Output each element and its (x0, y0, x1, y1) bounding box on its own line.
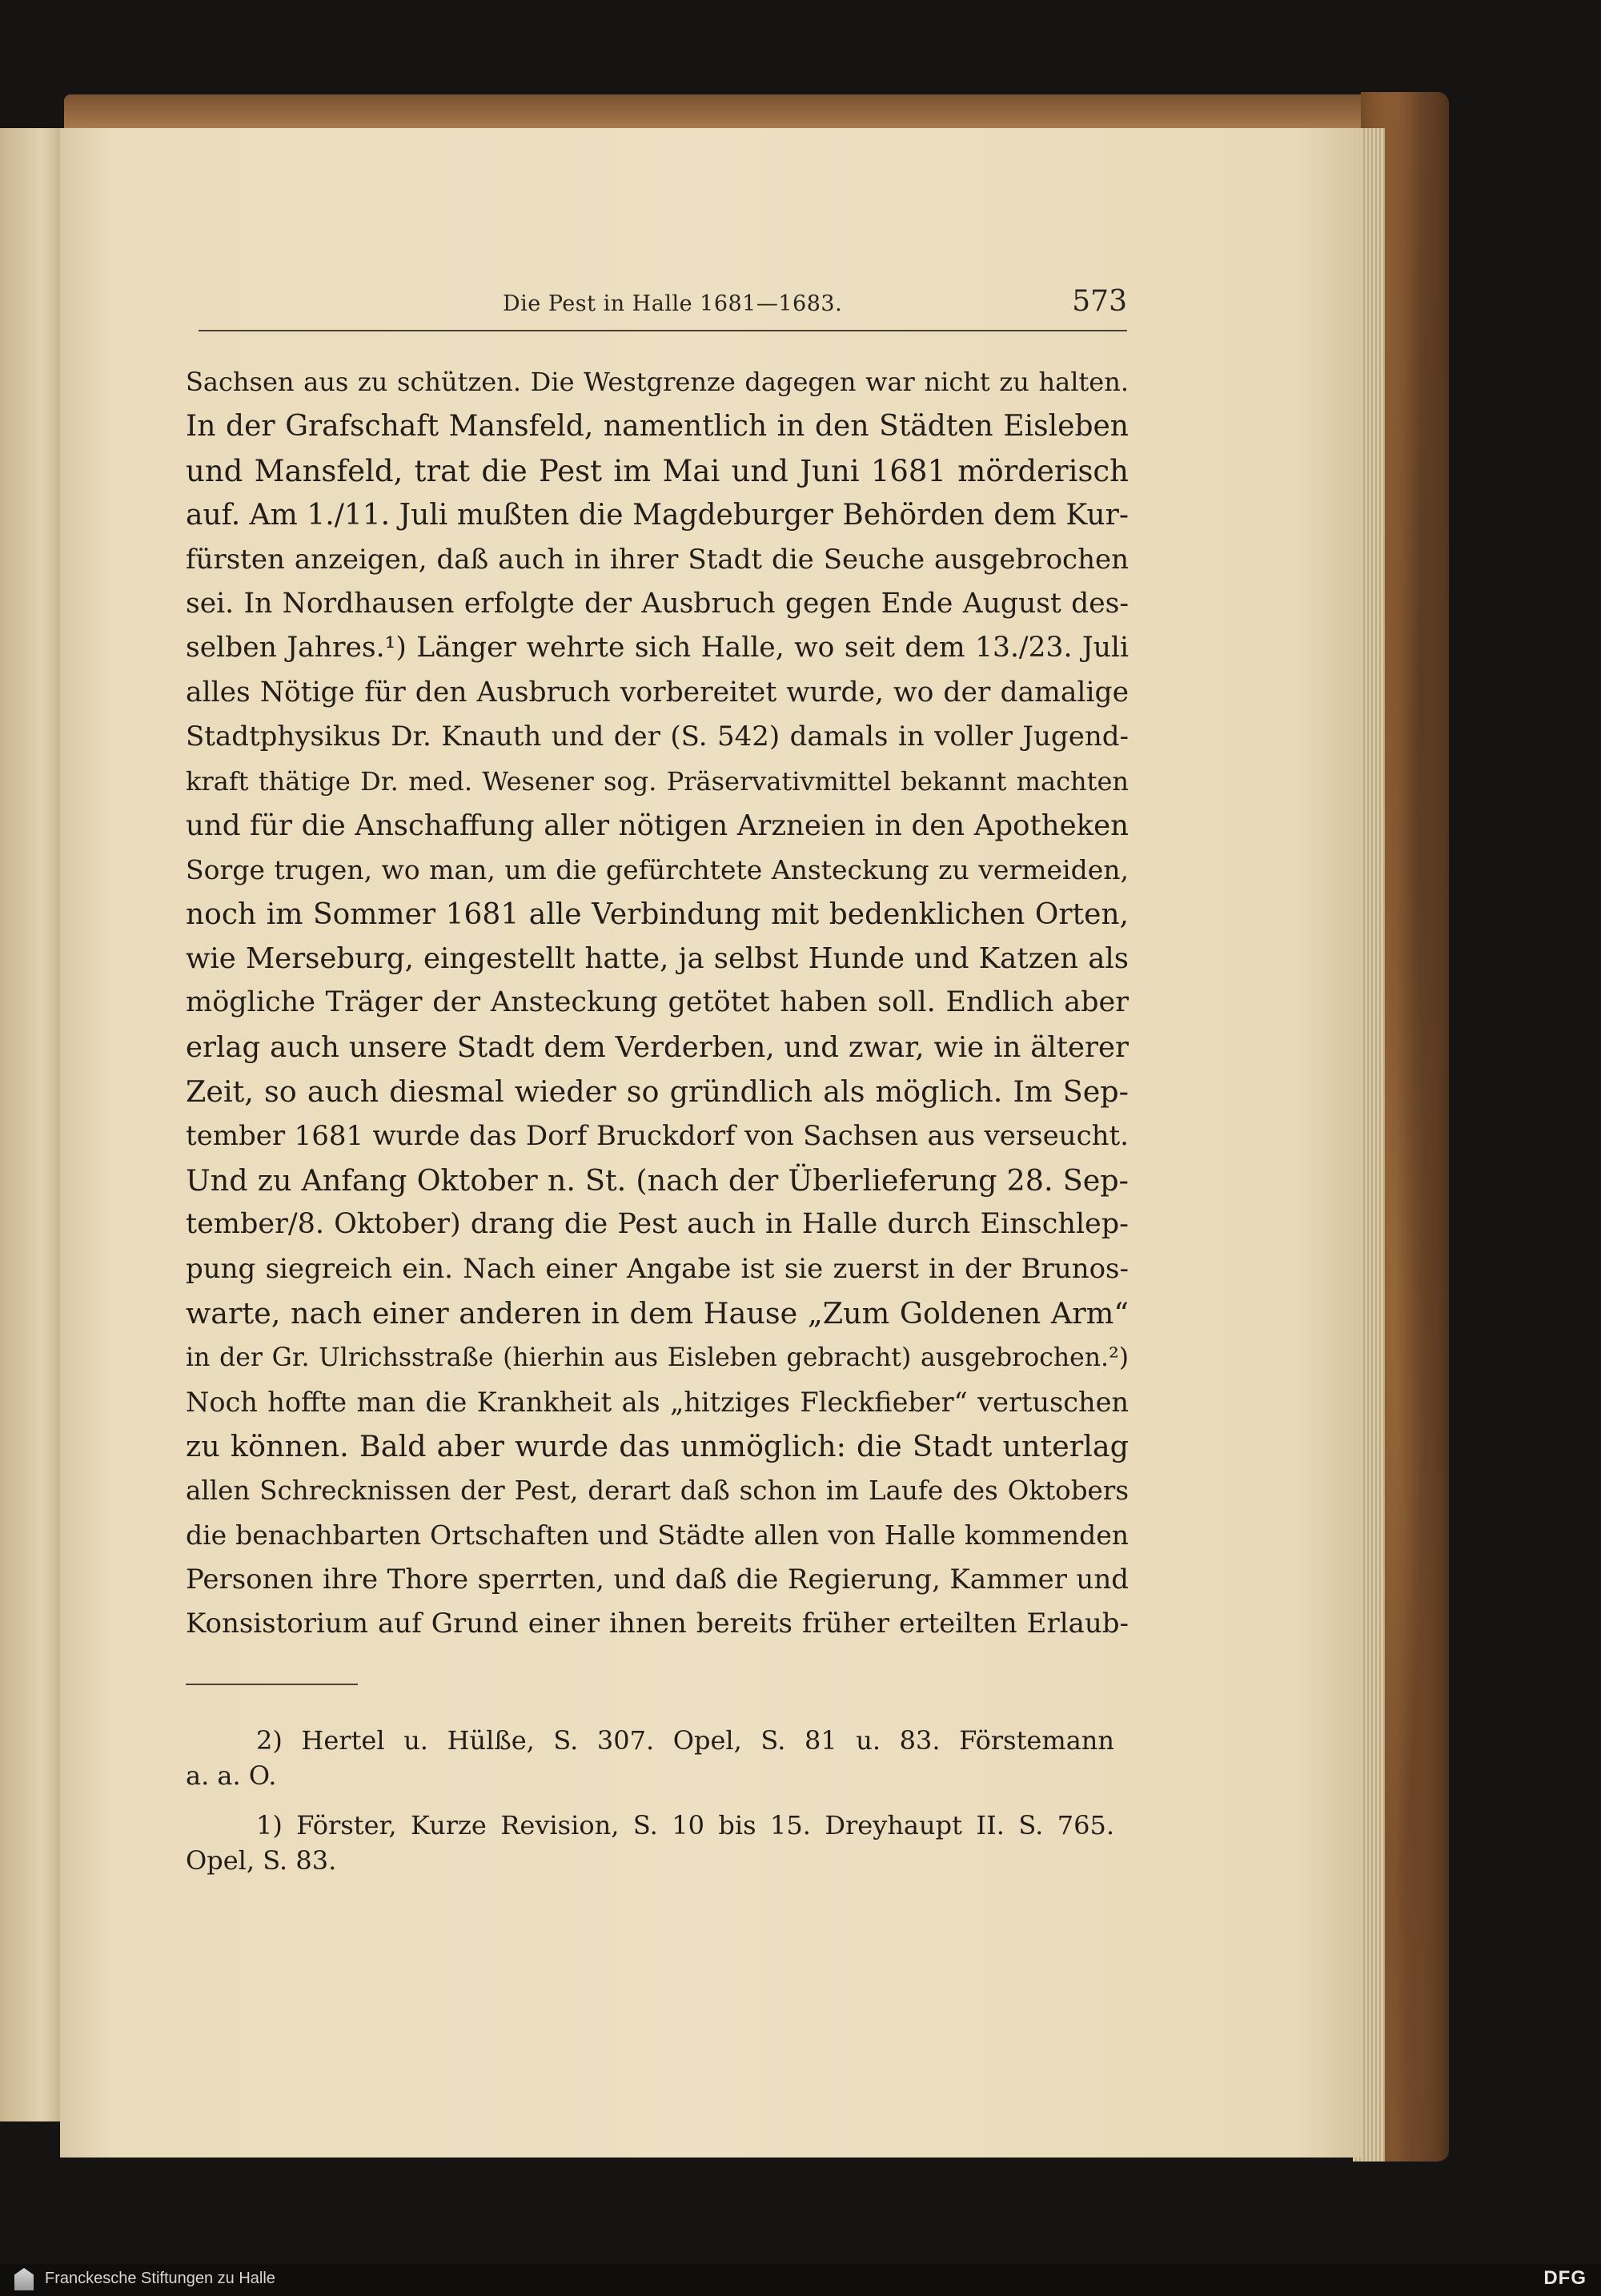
page-number: 573 (1072, 285, 1127, 318)
text-line: wie Merseburg, eingestellt hatte, ja selbst Hunde und Katzen als (186, 942, 1129, 976)
text-line: Sachsen aus zu schützen. Die Westgrenze dagegen war nicht zu halten. (186, 367, 1129, 397)
text-line: tember/8. Oktober) drang die Pest auch in Halle durch Einschlep- (186, 1208, 1129, 1241)
text-line: Stadtphysikus Dr. Knauth und der (S. 542) damals in voller Jugend- (186, 721, 1129, 753)
text-line: noch im Sommer 1681 alle Verbindung mit bedenklichen Orten, (186, 897, 1129, 931)
text-line: zu können. Bald aber wurde das unmöglich: die Stadt unterlag (186, 1429, 1129, 1464)
text-line: fürsten anzeigen, daß auch in ihrer Stadt die Seuche ausgebrochen (186, 543, 1129, 576)
footnote-line: 2) Hertel u. Hülße, S. 307. Opel, S. 81 u. 83. Förstemann (256, 1725, 1114, 1756)
text-line: warte, nach einer anderen in dem Hause „Zum Goldenen Arm“ (186, 1296, 1129, 1331)
left-page-edge (0, 128, 60, 2121)
text-line: pung siegreich ein. Nach einer Angabe ist sie zuerst in der Brunos- (186, 1252, 1129, 1285)
text-line: Konsistorium auf Grund einer ihnen bereits früher erteilten Erlaub- (186, 1607, 1129, 1640)
dfg-logo: DFG (1543, 2267, 1587, 2289)
text-line: die benachbarten Ortschaften und Städte allen von Halle kommenden (186, 1519, 1129, 1551)
text-line: kraft thätige Dr. med. Wesener sog. Präservativmittel bekannt machten (186, 765, 1129, 797)
footer-bar (0, 2264, 1601, 2296)
text-line: sei. In Nordhausen erfolgte der Ausbruch gegen Ende August des- (186, 587, 1129, 620)
footnote (186, 1808, 1114, 1878)
text-line: und Mansfeld, trat die Pest im Mai und Juni 1681 mörderisch (186, 453, 1129, 488)
franckesche-logo-icon (14, 2268, 34, 2290)
text-line: tember 1681 wurde das Dorf Bruckdorf von Sachsen aus verseucht. (186, 1119, 1129, 1152)
text-line: allen Schrecknissen der Pest, derart daß schon im Laufe des Oktobers (186, 1475, 1129, 1506)
footnotes (186, 1723, 1114, 1893)
text-line: Personen ihre Thore sperrten, und daß die Regierung, Kammer und (186, 1563, 1129, 1596)
text-line: und für die Anschaffung aller nötigen Arzneien in den Apotheken (186, 809, 1129, 842)
running-head (199, 285, 1127, 331)
text-line: auf. Am 1./11. Juli mußten die Magdeburger Behörden dem Kur- (186, 499, 1129, 532)
text-line: In der Grafschaft Mansfeld, namentlich in den Städten Eisleben (186, 410, 1129, 444)
text-line: Sorge trugen, wo man, um die gefürchtete Ansteckung zu vermeiden, (186, 854, 1129, 886)
text-line: Zeit, so auch diesmal wieder so gründlich als möglich. Im Sep- (186, 1074, 1129, 1110)
text-line: alles Nötige für den Ausbruch vorbereitet wurde, wo der damalige (186, 676, 1129, 708)
footer-credit: Franckesche Stiftungen zu Halle (45, 2270, 275, 2287)
footnote (186, 1723, 1114, 1793)
text-line: Und zu Anfang Oktober n. St. (nach der Überlieferung 28. Sep- (186, 1163, 1129, 1198)
running-head-title: Die Pest in Halle 1681—1683. (503, 291, 843, 316)
text-line: in der Gr. Ulrichsstraße (hierhin aus Eisleben gebracht) ausgebrochen.²) (186, 1343, 1129, 1372)
footnote-line: Opel, S. 83. (186, 1845, 337, 1876)
text-line: Noch hoffte man die Krankheit als „hitziges Fleckfieber“ vertuschen (186, 1386, 1129, 1418)
footnote-rule (186, 1684, 358, 1685)
footnote-line: 1) Förster, Kurze Revision, S. 10 bis 15. Dreyhaupt II. S. 765. (256, 1810, 1114, 1840)
text-line: mögliche Träger der Ansteckung getötet haben soll. Endlich aber (186, 986, 1129, 1019)
text-line: selben Jahres.¹) Länger wehrte sich Halle, wo seit dem 13./23. Juli (186, 632, 1129, 664)
text-line: erlag auch unsere Stadt dem Verderben, und zwar, wie in älterer (186, 1030, 1129, 1064)
body-text (186, 360, 1129, 1646)
footnote-line: a. a. O. (186, 1760, 277, 1791)
